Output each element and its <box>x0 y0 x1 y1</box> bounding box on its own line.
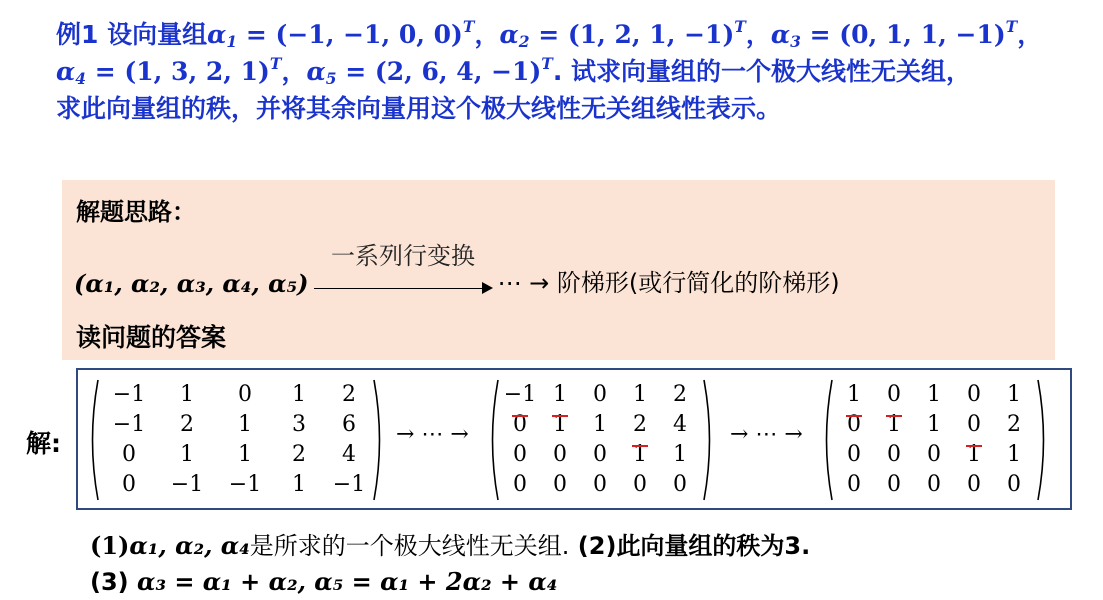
solution-box <box>76 368 1072 510</box>
matrix-cell: −1 <box>332 472 366 497</box>
basis-vectors: α₁, α₂, α₄ <box>129 531 250 560</box>
matrix-cell: 2 <box>1007 412 1021 437</box>
right-parenthesis <box>702 378 716 502</box>
alpha-3-value: = (0, 1, 1, −1)$^T$ <box>809 17 1018 49</box>
matrix-cell: 0 <box>887 442 901 467</box>
hint-result: ⋯ → 阶梯形(或行简化的阶梯形) <box>497 269 840 297</box>
answer-line-1 <box>90 528 810 564</box>
matrix-entries <box>500 380 700 500</box>
left-parenthesis <box>820 378 834 502</box>
matrix-cell: 0 <box>593 442 607 467</box>
matrix-cell: 1 <box>238 442 252 467</box>
matrix-cell: 1 <box>540 410 580 440</box>
transition-1: → ⋯ → <box>396 422 469 447</box>
matrix-cell: 2 <box>673 382 687 407</box>
alpha-4-value: = (1, 3, 2, 1)$^T$ <box>94 54 282 86</box>
matrix-cell: 1 <box>593 412 607 437</box>
matrix-cell: 1 <box>847 382 861 407</box>
matrix-reduced-echelon <box>820 378 1050 502</box>
matrix-cell: 0 <box>887 382 901 407</box>
matrix-cell: 1 <box>180 442 194 467</box>
matrix-cell: 2 <box>292 442 306 467</box>
matrix-cell: 6 <box>342 412 356 437</box>
matrix-cell: 2 <box>180 412 194 437</box>
problem-prefix: 例1 设向量组 <box>56 20 208 49</box>
answer-3-number: (3) <box>90 568 137 596</box>
left-parenthesis <box>86 378 100 502</box>
problem-statement <box>56 16 1096 127</box>
alpha-2-value: = (1, 2, 1, −1)$^T$ <box>538 17 746 49</box>
matrix-cell: −1 <box>503 382 537 407</box>
matrix-cell: 0 <box>834 410 874 440</box>
left-parenthesis <box>486 378 500 502</box>
matrix-cell: 0 <box>513 442 527 467</box>
matrix-cell: −1 <box>228 472 262 497</box>
alpha-3-symbol: $\alpha_3$ <box>770 20 801 51</box>
separator: ， <box>1017 20 1043 49</box>
matrix-cell: −1 <box>170 472 204 497</box>
matrix-cell: 4 <box>673 412 687 437</box>
arrow-label: 一系列行变换 <box>330 242 475 270</box>
answer-2-number: (2) <box>569 532 617 560</box>
matrix-cell: 1 <box>180 382 194 407</box>
matrix-cell: 0 <box>927 442 941 467</box>
alpha-5-symbol: $\alpha_5$ <box>306 57 337 88</box>
answer-2-text: 此向量组的秩为3. <box>616 532 811 560</box>
separator: ， <box>281 57 307 86</box>
hint-box <box>62 180 1055 360</box>
matrix-cell: 1 <box>927 412 941 437</box>
alpha-2-symbol: $\alpha_2$ <box>499 20 530 51</box>
matrix-cell: 0 <box>633 472 647 497</box>
row-transform-arrow <box>310 236 495 302</box>
answers <box>90 528 810 600</box>
matrix-cell: 1 <box>1007 382 1021 407</box>
alpha-1-symbol: $\alpha_1$ <box>207 20 238 51</box>
right-parenthesis <box>1036 378 1050 502</box>
matrix-cell: 1 <box>620 440 660 470</box>
matrix-cell: −1 <box>112 412 146 437</box>
matrix-cell: 1 <box>673 442 687 467</box>
matrix-cell: −1 <box>112 382 146 407</box>
matrix-cell: 1 <box>553 382 567 407</box>
matrix-cell: 2 <box>633 412 647 437</box>
matrix-cell: 0 <box>513 472 527 497</box>
problem-line-1 <box>56 16 1096 53</box>
matrix-cell: 1 <box>874 410 914 440</box>
linear-representation: α₃ = α₁ + α₂, α₅ = α₁ + 2α₂ + α₄ <box>137 567 558 596</box>
matrix-cell: 0 <box>887 472 901 497</box>
transition-2: → ⋯ → <box>730 422 803 447</box>
matrix-entries <box>100 380 374 500</box>
matrix-cell: 0 <box>122 442 136 467</box>
matrix-cell: 3 <box>292 412 306 437</box>
matrix-cell: 0 <box>238 382 252 407</box>
separator: ， <box>474 20 500 49</box>
matrix-original <box>86 378 386 502</box>
arrow-shaft <box>314 288 485 289</box>
matrix-cell: 0 <box>847 442 861 467</box>
matrix-cell: 1 <box>633 382 647 407</box>
problem-task: . 试求向量组的一个极大线性无关组， <box>552 57 972 86</box>
answer-1-number: (1) <box>90 531 130 560</box>
hint-flow <box>74 232 840 302</box>
matrix-cell: 0 <box>500 410 540 440</box>
matrix-cell: 0 <box>927 472 941 497</box>
matrix-cell: 1 <box>1007 442 1021 467</box>
problem-line-2 <box>56 53 1096 90</box>
matrix-cell: 1 <box>292 382 306 407</box>
matrix-cell: 0 <box>967 412 981 437</box>
matrix-cell: 1 <box>238 412 252 437</box>
answer-1-text: 是所求的一个极大线性无关组. <box>249 532 570 560</box>
hint-read-answer: 读问题的答案 <box>76 323 227 352</box>
alpha-1-value: = (−1, −1, 0, 0)$^T$ <box>245 17 475 49</box>
matrix-cell: 0 <box>847 472 861 497</box>
hint-title: 解题思路： <box>76 198 196 226</box>
solution-label: 解: <box>26 429 61 458</box>
separator: ， <box>745 20 771 49</box>
answer-line-2 <box>90 564 810 600</box>
matrix-cell: 4 <box>342 442 356 467</box>
matrix-cell: 0 <box>673 472 687 497</box>
matrix-cell: 1 <box>954 440 994 470</box>
matrix-cell: 0 <box>553 442 567 467</box>
matrix-entries <box>834 380 1034 500</box>
alpha-4-symbol: $\alpha_4$ <box>56 57 87 88</box>
matrix-cell: 0 <box>593 472 607 497</box>
right-parenthesis <box>372 378 386 502</box>
problem-line-3: 求此向量组的秩，并将其余向量用这个极大线性无关组线性表示。 <box>56 94 782 123</box>
matrix-cell: 0 <box>967 382 981 407</box>
matrix-cell: 1 <box>927 382 941 407</box>
vector-tuple: (α₁, α₂, α₃, α₄, α₅) <box>74 269 309 298</box>
matrix-cell: 0 <box>1007 472 1021 497</box>
matrix-cell: 0 <box>967 472 981 497</box>
alpha-5-value: = (2, 6, 4, −1)$^T$ <box>345 54 553 86</box>
arrow-head-icon <box>482 282 493 294</box>
matrix-cell: 0 <box>593 382 607 407</box>
matrix-cell: 0 <box>553 472 567 497</box>
matrix-cell: 0 <box>122 472 136 497</box>
matrix-cell: 1 <box>292 472 306 497</box>
matrix-cell: 2 <box>342 382 356 407</box>
matrix-echelon <box>486 378 716 502</box>
